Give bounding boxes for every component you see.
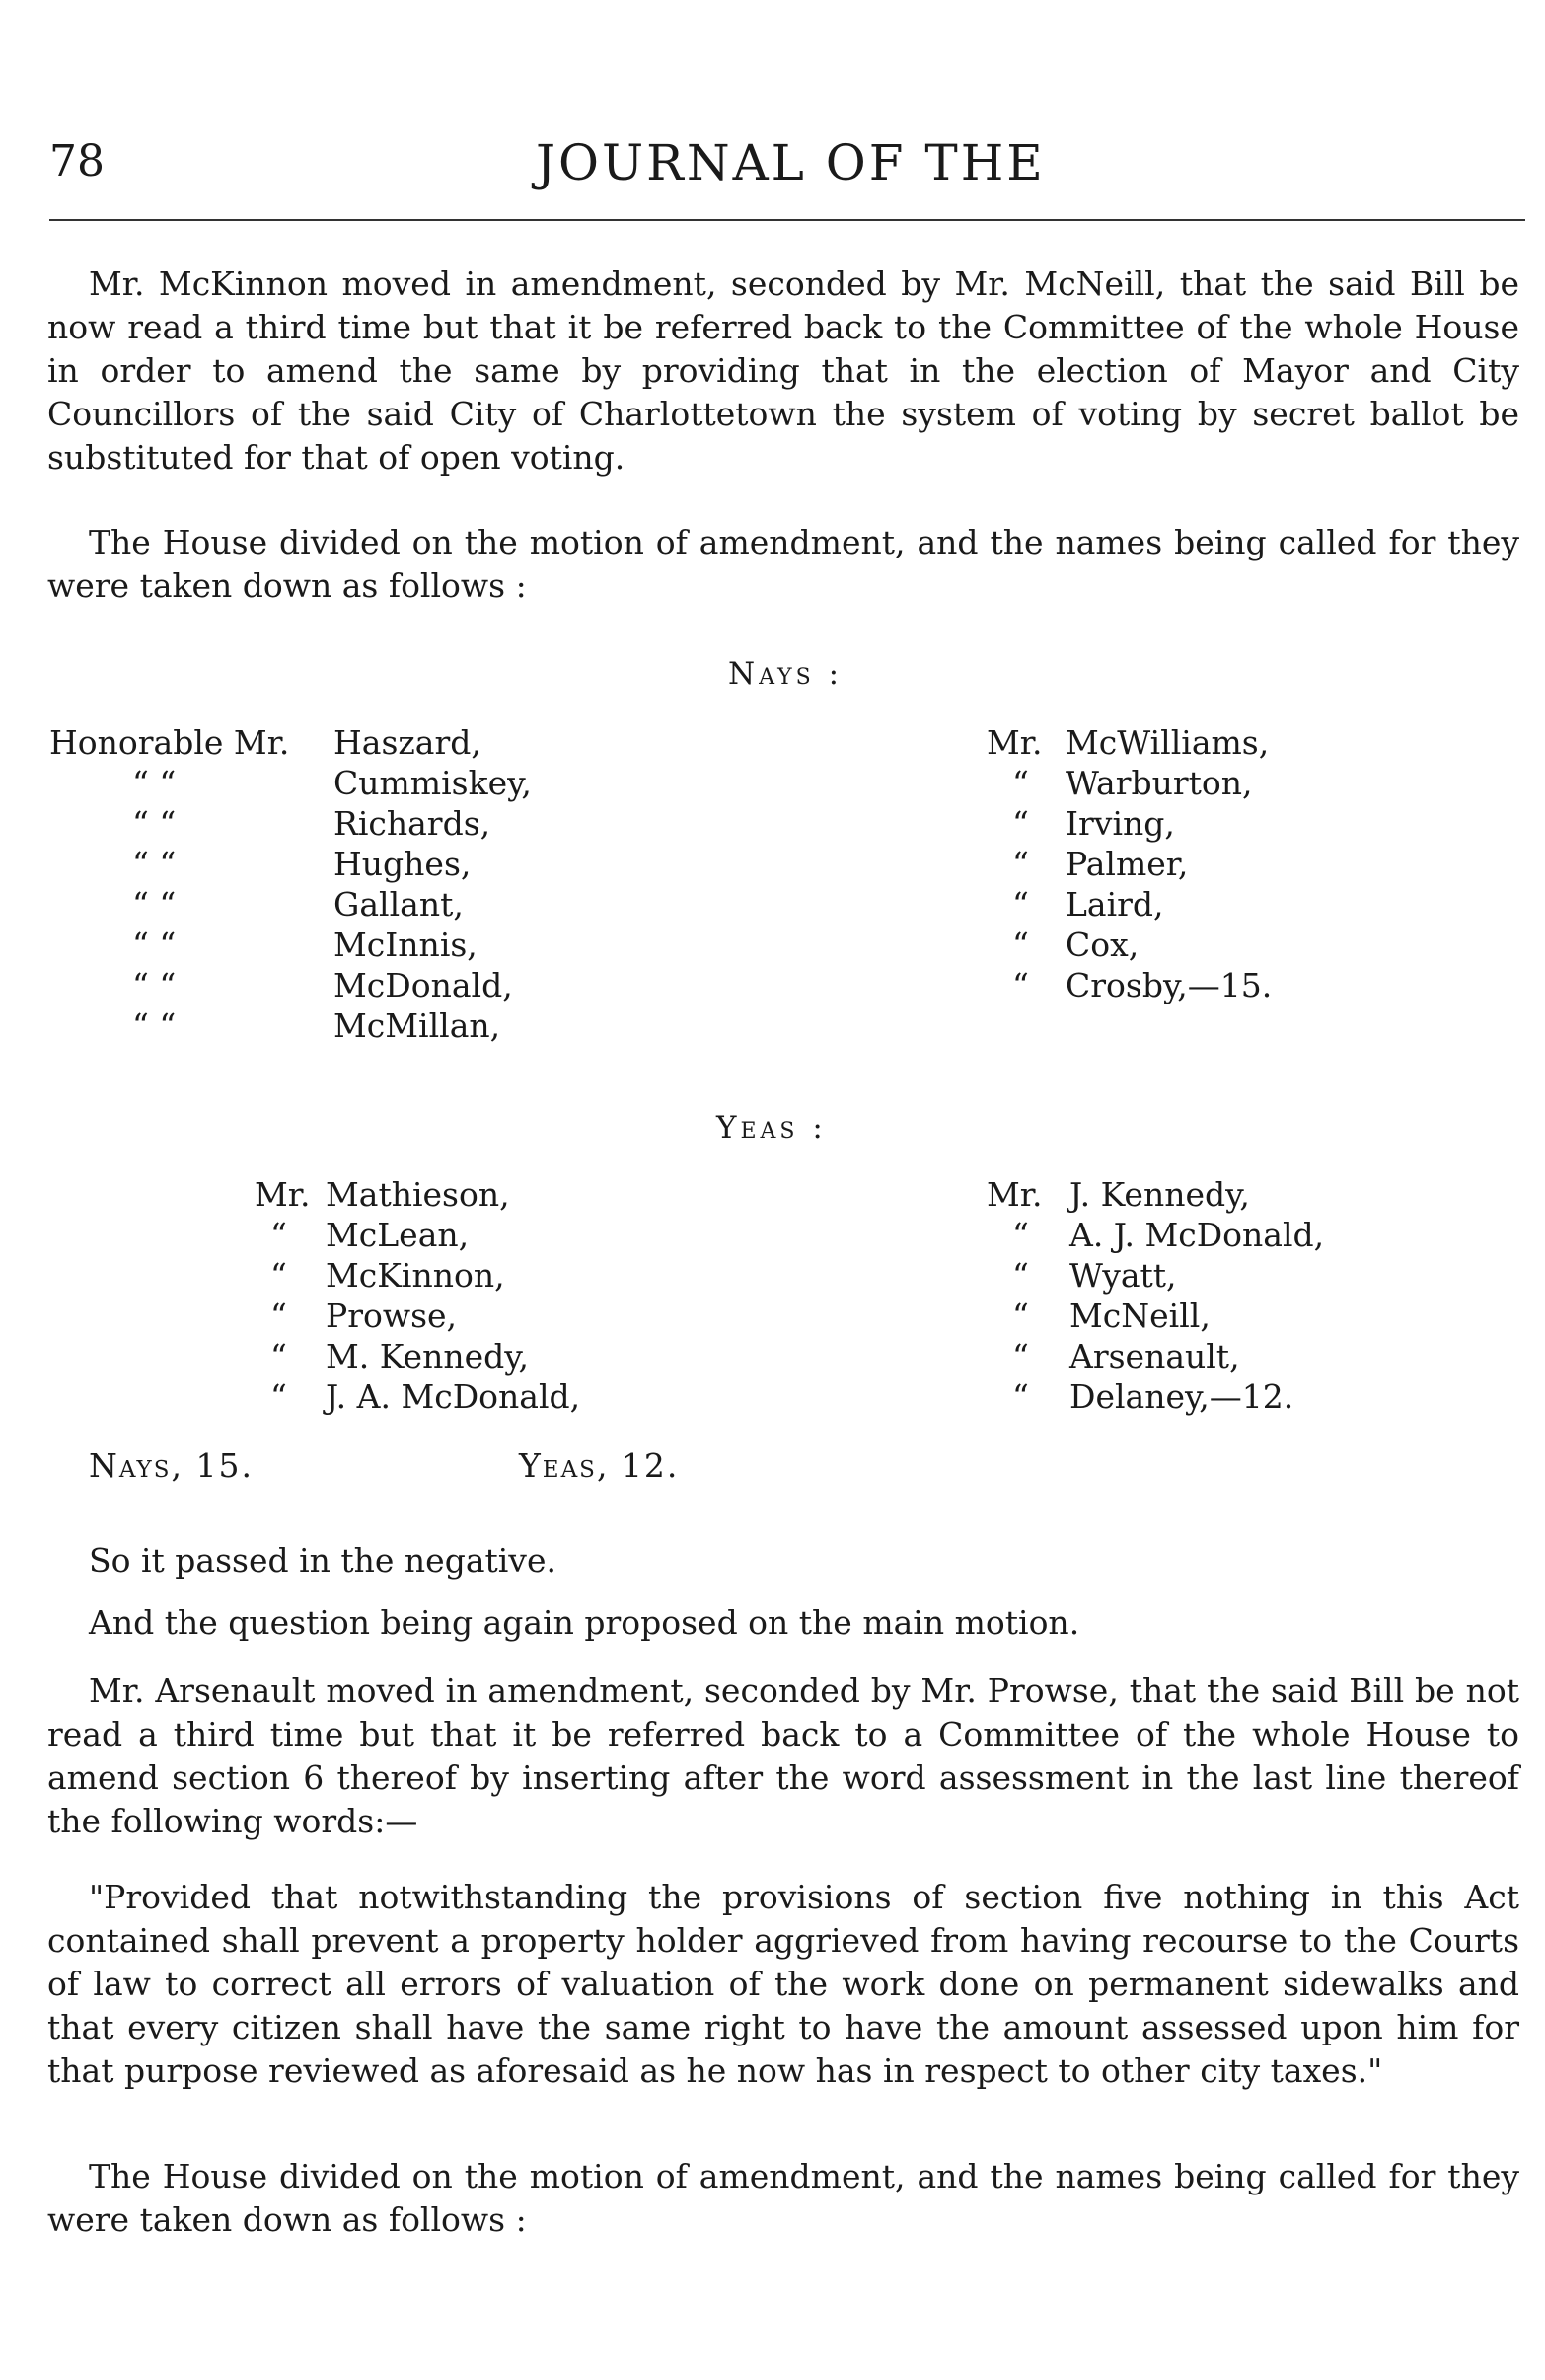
vote-row: “ McKinnon, (270, 1256, 505, 1295)
amendment-paragraph-mckinnon: Mr. McKinnon moved in amendment, seconded by Mr. McNeill, that the said Bill be now read a third time but that it be referred back to the Committee of the whole House in order to amend the same by providing that in the election of Mayor and City Councillors of the said City of Charlottetown the system of voting by secret ballot be substituted for that of open voting. (47, 264, 1519, 477)
vote-row: “ “ Gallant, (132, 885, 464, 924)
yeas-tally: Yeas, 12. (519, 1447, 680, 1485)
nays-tally: Nays, 15. (89, 1447, 254, 1485)
vote-row: “ A. J. McDonald, (1012, 1216, 1325, 1254)
nays-heading: Nays : (728, 656, 844, 692)
vote-row: “ Wyatt, (1012, 1256, 1177, 1295)
vote-row: Honorable Mr. Haszard, (49, 723, 481, 762)
division-paragraph-2: The House divided on the motion of amendment, and the names being called for they were taken down as follows : (47, 2157, 1519, 2239)
vote-row: “ Laird, (1012, 885, 1164, 924)
proviso-quote-paragraph: "Provided that notwithstanding the provisions of section five nothing in this Act contained shall prevent a property holder aggrieved from having recourse to the Courts of law to correct all errors of valuation of the work done on permanent sidewalks and that every citizen shall have the same right to have the amount assessed upon him for that purpose reviewed as aforesaid as he now has in respect to other city taxes." (47, 1878, 1519, 2090)
vote-row: “ Warburton, (1012, 764, 1253, 802)
yeas-heading: Yeas : (716, 1110, 827, 1146)
vote-row: “ Cox, (1012, 926, 1140, 964)
vote-row: “ M. Kennedy, (270, 1337, 529, 1376)
vote-row: “ “ McDonald, (132, 966, 513, 1004)
nays-right-column (987, 722, 1401, 1005)
vote-row: Mr. McWilliams, (987, 723, 1270, 762)
vote-row: “ Palmer, (1012, 845, 1189, 883)
division-paragraph-1: The House divided on the motion of amendment, and the names being called for they were taken down as follows : (47, 523, 1519, 605)
nays-left-column (49, 722, 602, 1046)
vote-row: “ McLean, (270, 1216, 470, 1254)
yeas-right-column (987, 1174, 1421, 1417)
vote-row: “ “ Cummiskey, (132, 764, 532, 802)
main-motion-paragraph: And the question being again proposed on the main motion. (89, 1603, 1080, 1642)
running-title: JOURNAL OF THE (536, 134, 1046, 191)
vote-row: “ J. A. McDonald, (270, 1377, 581, 1416)
vote-row: Mr. Mathieson, (255, 1175, 510, 1214)
vote-row: Mr. J. Kennedy, (987, 1175, 1250, 1214)
yeas-left-column (255, 1174, 689, 1417)
vote-row: “ McNeill, (1012, 1297, 1211, 1335)
page-number: 78 (49, 136, 105, 186)
vote-row: “ Delaney,—12. (1012, 1377, 1294, 1416)
vote-row: “ Arsenault, (1012, 1337, 1240, 1376)
vote-row: “ Prowse, (270, 1297, 458, 1335)
vote-row: “ Irving, (1012, 804, 1175, 843)
negative-result-paragraph: So it passed in the negative. (89, 1541, 556, 1580)
vote-row: “ “ McMillan, (132, 1006, 501, 1045)
amendment-paragraph-arsenault: Mr. Arsenault moved in amendment, seconded by Mr. Prowse, that the said Bill be not read a third time but that it be referred back to a Committee of the whole House to amend section 6 thereof by inserting after the word assessment in the last line thereof the following words:— (47, 1672, 1519, 1840)
vote-row: “ “ McInnis, (132, 926, 478, 964)
header-rule (49, 219, 1525, 221)
vote-row: “ Crosby,—15. (1012, 966, 1273, 1004)
vote-row: “ “ Hughes, (132, 845, 472, 883)
vote-row: “ “ Richards, (132, 804, 491, 843)
